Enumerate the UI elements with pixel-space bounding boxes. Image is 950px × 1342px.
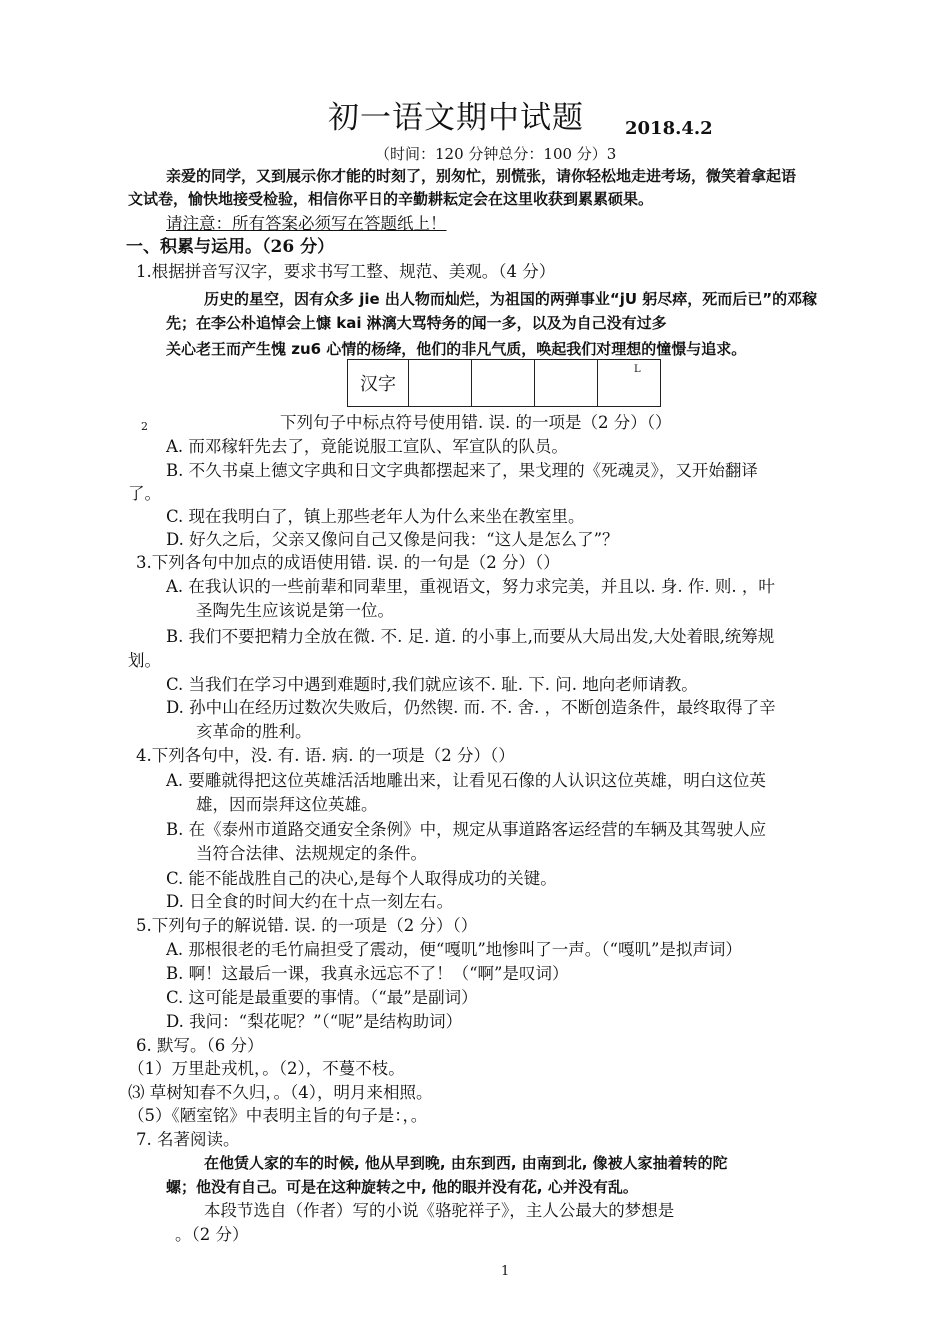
q3-option-a-cont: 圣陶先生应该说是第一位。 — [196, 601, 394, 620]
notice: 请注意：所有答案必须写在答题纸上！ — [166, 214, 447, 233]
q1-passage-3: 关心老王而产生愧 zu6 心情的杨绛，他们的非凡气质，唤起我们对理想的憧憬与追求。 — [166, 340, 747, 358]
q5-option-c: C. 这可能是最重要的事情。（“最”是副词） — [166, 988, 478, 1007]
q1-passage-2: 先；在李公朴追悼会上慷 kai 淋漓大骂特务的闻一多，以及为自己没有过多 — [166, 314, 667, 332]
q2-option-a: A. 而邓稼轩先去了，竟能说服工宣队、军宣队的队员。 — [166, 437, 568, 456]
q5-option-d: D. 我问：“梨花呢？”（“呢”是结构助词） — [166, 1012, 463, 1031]
q4-option-b-cont: 当符合法律、法规规定的条件。 — [196, 844, 427, 863]
section-heading: 一、积累与运用。（26 分） — [126, 237, 335, 257]
answer-cell — [409, 360, 472, 407]
q2-number: 2 — [141, 420, 148, 433]
hanzi-label: 汉字 — [348, 360, 409, 407]
q7-passage-2: 螺；他没有自己。可是在这种旋转之中, 他的眼并没有花, 心并没有乱。 — [166, 1178, 638, 1196]
q3-option-d: D. 孙中山在经历过数次失败后，仍然锲. 而. 不. 舍. ，不断创造条件，最终取得了辛 — [166, 698, 776, 717]
exam-subtitle: （时间：120 分钟总分：100 分）3 — [375, 145, 617, 163]
q7-passage-1: 在他赁人家的车的时候, 他从早到晚, 由东到西, 由南到北, 像被人家抽着转的陀 — [204, 1154, 728, 1172]
exam-date: 2018.4.2 — [625, 118, 713, 139]
q1-passage-1: 历史的星空，因有众多 jie 出人物而灿烂，为祖国的两弹事业“jU 躬尽瘁，死而后已”的邓稼 — [204, 290, 818, 308]
page-number: 1 — [501, 1264, 510, 1279]
q3-option-d-cont: 亥革命的胜利。 — [196, 722, 312, 741]
q7-stem: 7. 名著阅读。 — [136, 1130, 240, 1149]
q3-option-b-cont: 划。 — [128, 651, 161, 670]
page-title: 初一语文期中试题 — [328, 100, 584, 136]
q7-question: 本段节选自（作者）写的小说《骆驼祥子》，主人公最大的梦想是 — [204, 1201, 675, 1220]
q2-stem: 下列句子中标点符号使用错. 误. 的一项是（2 分）（） — [280, 413, 672, 432]
q1-stem: 1.根据拼音写汉字，要求书写工整、规范、美观。（4 分） — [136, 262, 556, 281]
q4-option-c: C. 能不能战胜自己的决心,是每个人取得成功的关键。 — [166, 869, 557, 888]
q5-option-a: A. 那根很老的毛竹扁担受了震动，便“嘎叽”地惨叫了一声。（“嘎叽”是拟声词） — [166, 940, 742, 959]
answer-cell — [598, 360, 661, 407]
q3-option-c: C. 当我们在学习中遇到难题时,我们就应该不. 耻. 下. 问. 地向老师请教。 — [166, 675, 698, 694]
answer-cell — [472, 360, 535, 407]
cell-mark: L — [634, 364, 641, 375]
q6-line-3: （5）《陋室铭》中表明主旨的句子是：，。 — [128, 1106, 428, 1125]
q4-option-a: A. 要雕就得把这位英雄活活地雕出来，让看见石像的人认识这位英雄，明白这位英 — [166, 771, 766, 790]
q4-option-b: B. 在《泰州市道路交通安全条例》中，规定从事道路客运经营的车辆及其驾驶人应 — [166, 820, 767, 839]
q3-stem: 3.下列各句中加点的成语使用错. 误. 的一句是（2 分）（） — [136, 553, 560, 572]
hanzi-answer-table — [347, 359, 661, 407]
q5-stem: 5.下列句子的解说错. 误. 的一项是（2 分）（） — [136, 916, 478, 935]
q3-option-b: B. 我们不要把精力全放在微. 不. 足. 道. 的小事上,而要从大局出发,大处着眼,统筹规 — [166, 627, 775, 646]
q2-option-c: C. 现在我明白了，镇上那些老年人为什么来坐在教室里。 — [166, 507, 585, 526]
intro-line-1: 亲爱的同学，又到展示你才能的时刻了，别匆忙，别慌张，请你轻松地走进考场，微笑着拿起语 — [166, 167, 797, 185]
q4-option-d: D. 日全食的时间大约在十点一刻左右。 — [166, 892, 454, 911]
q6-line-2: ⑶ 草树知春不久归，。（4），明月来相照。 — [128, 1083, 433, 1102]
q4-stem: 4.下列各句中，没. 有. 语. 病. 的一项是（2 分）（） — [136, 746, 515, 765]
q6-stem: 6. 默写。（6 分） — [136, 1036, 264, 1055]
q5-option-b: B. 啊！这最后一课，我真永远忘不了！（“啊”是叹词） — [166, 964, 569, 983]
q4-option-a-cont: 雄，因而崇拜这位英雄。 — [196, 795, 378, 814]
intro-line-2: 文试卷，愉快地接受检验，相信你平日的辛勤耕耘定会在这里收获到累累硕果。 — [128, 190, 654, 208]
q3-option-a: A. 在我认识的一些前辈和同辈里，重视语文，努力求完美，并且以. 身. 作. 则. ，叶 — [166, 577, 775, 596]
q2-option-b: B. 不久书桌上德文字典和日文字典都摆起来了，果戈理的《死魂灵》，又开始翻译 — [166, 461, 758, 480]
q6-line-1: （1）万里赴戎机，。（2），不蔓不枝。 — [128, 1059, 405, 1078]
q7-question-cont: 。（2 分） — [175, 1225, 249, 1244]
q2-option-b-cont: 了。 — [128, 484, 161, 503]
q2-option-d: D. 好久之后，父亲又像问自己又像是问我：“这人是怎么了”？ — [166, 530, 619, 549]
answer-cell — [535, 360, 598, 407]
